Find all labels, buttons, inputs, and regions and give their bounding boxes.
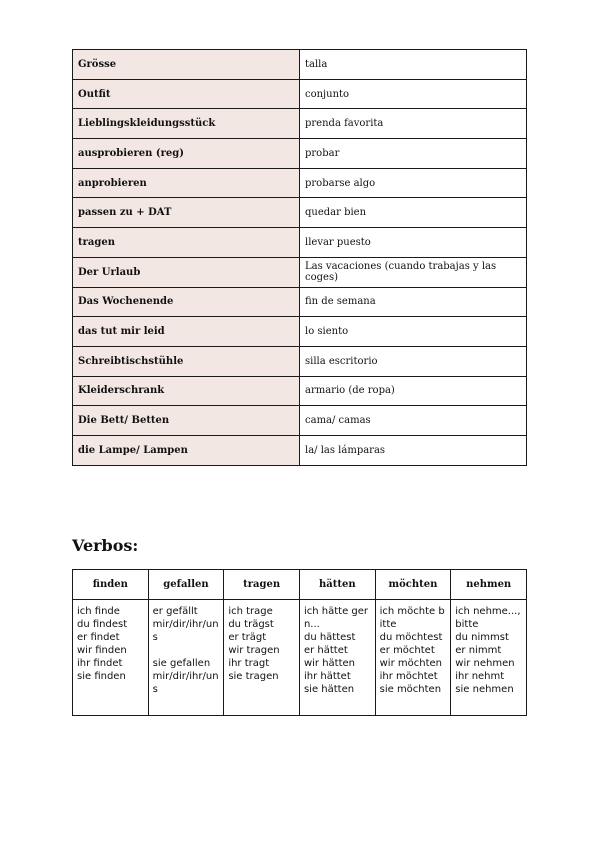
conjugation-line: ich trage	[228, 606, 273, 617]
verbs-table-head	[73, 570, 527, 600]
spanish-translation: la/ las lámparas	[300, 435, 527, 465]
conjugation-line: sie möchten	[379, 684, 442, 695]
vocabulary-row	[73, 287, 527, 317]
conjugation-line: sie hätten	[303, 684, 355, 695]
conjugation-line: du möchtest	[379, 632, 443, 643]
verb-header: tragen	[224, 570, 300, 600]
verb-conjugation-cell	[451, 600, 527, 716]
vocabulary-row	[73, 50, 527, 80]
verb-header: gefallen	[148, 570, 224, 600]
spanish-translation: silla escritorio	[300, 346, 527, 376]
german-term: passen zu + DAT	[73, 198, 300, 228]
vocabulary-row	[73, 168, 527, 198]
verb-header: hätten	[299, 570, 375, 600]
vocabulary-row	[73, 198, 527, 228]
conjugation-line: du findest	[77, 619, 128, 630]
vocabulary-row	[73, 228, 527, 258]
conjugation-line: du nimmst	[455, 632, 509, 643]
vocabulary-row	[73, 376, 527, 406]
spanish-translation: probarse algo	[300, 168, 527, 198]
spanish-translation: talla	[300, 50, 527, 80]
conjugation-line: sie gefallen	[152, 658, 211, 669]
vocabulary-row	[73, 257, 527, 287]
conjugation-line: du trägst	[228, 619, 274, 630]
verb-conjugation-cell	[224, 600, 300, 716]
german-term: Schreibtischstühle	[73, 346, 300, 376]
spanish-translation: lo siento	[300, 317, 527, 347]
vocabulary-row	[73, 109, 527, 139]
conjugation-line: sie nehmen	[455, 684, 514, 695]
german-term: ausprobieren (reg)	[73, 139, 300, 169]
spanish-translation: fin de semana	[300, 287, 527, 317]
verbs-table-body	[73, 600, 527, 716]
spanish-translation: quedar bien	[300, 198, 527, 228]
spanish-translation: cama/ camas	[300, 406, 527, 436]
german-term: Grösse	[73, 50, 300, 80]
vocabulary-table-body	[73, 50, 527, 466]
conjugation-line: ihr hättet	[303, 671, 351, 682]
german-term: anprobieren	[73, 168, 300, 198]
vocabulary-row	[73, 435, 527, 465]
conjugation-line: wir nehmen	[455, 658, 515, 669]
verbs-table	[72, 569, 527, 716]
verb-conjugation-cell	[148, 600, 224, 716]
verbs-header-row	[73, 570, 527, 600]
spanish-translation: conjunto	[300, 79, 527, 109]
verb-header: finden	[73, 570, 149, 600]
conjugation-line: wir finden	[77, 645, 127, 656]
vocabulary-row	[73, 406, 527, 436]
spanish-translation: armario (de ropa)	[300, 376, 527, 406]
german-term: Die Bett/ Betten	[73, 406, 300, 436]
conjugation-line: ich nehme..., bitte	[455, 606, 521, 630]
spanish-translation: prenda favorita	[300, 109, 527, 139]
german-term: Das Wochenende	[73, 287, 300, 317]
german-term: Kleiderschrank	[73, 376, 300, 406]
conjugation-line: ich möchte bitte	[379, 606, 445, 630]
conjugation-line: ihr findet	[77, 658, 123, 669]
verb-conjugation-cell	[73, 600, 149, 716]
vocabulary-table	[72, 49, 527, 466]
conjugation-line: er gefällt	[152, 606, 198, 617]
conjugation-line: er hättet	[303, 645, 348, 656]
german-term: tragen	[73, 228, 300, 258]
verbs-conjugation-row	[73, 600, 527, 716]
conjugation-line: sie finden	[77, 671, 126, 682]
conjugation-line: ihr möchtet	[379, 671, 438, 682]
german-term: Outfit	[73, 79, 300, 109]
conjugation-line: sie tragen	[228, 671, 279, 682]
vocabulary-row	[73, 346, 527, 376]
conjugation-line: er nimmt	[455, 645, 502, 656]
verb-header: nehmen	[451, 570, 527, 600]
conjugation-line: ihr nehmt	[455, 671, 505, 682]
spanish-translation: Las vacaciones (cuando trabajas y las coges)	[300, 257, 527, 287]
verbs-heading: Verbos:	[72, 536, 139, 555]
conjugation-line: mir/dir/ihr/uns	[152, 619, 219, 643]
verb-header: möchten	[375, 570, 451, 600]
conjugation-line: du hättest	[303, 632, 356, 643]
conjugation-line: wir tragen	[228, 645, 280, 656]
german-term: Lieblingskleidungsstück	[73, 109, 300, 139]
conjugation-line: wir hätten	[303, 658, 356, 669]
conjugation-line: er möchtet	[379, 645, 435, 656]
verb-conjugation-cell	[299, 600, 375, 716]
german-term: das tut mir leid	[73, 317, 300, 347]
conjugation-spacer	[153, 644, 221, 657]
conjugation-line: er trägt	[228, 632, 267, 643]
german-term: Der Urlaub	[73, 257, 300, 287]
conjugation-line: er findet	[77, 632, 120, 643]
conjugation-line: mir/dir/ihr/uns	[152, 671, 219, 695]
spanish-translation: llevar puesto	[300, 228, 527, 258]
verb-conjugation-cell	[375, 600, 451, 716]
vocabulary-row	[73, 79, 527, 109]
vocabulary-row	[73, 317, 527, 347]
vocabulary-row	[73, 139, 527, 169]
conjugation-line: ich finde	[77, 606, 120, 617]
conjugation-line: wir möchten	[379, 658, 442, 669]
conjugation-line: ihr tragt	[228, 658, 270, 669]
conjugation-line: ich hätte gern...	[303, 606, 369, 630]
german-term: die Lampe/ Lampen	[73, 435, 300, 465]
spanish-translation: probar	[300, 139, 527, 169]
